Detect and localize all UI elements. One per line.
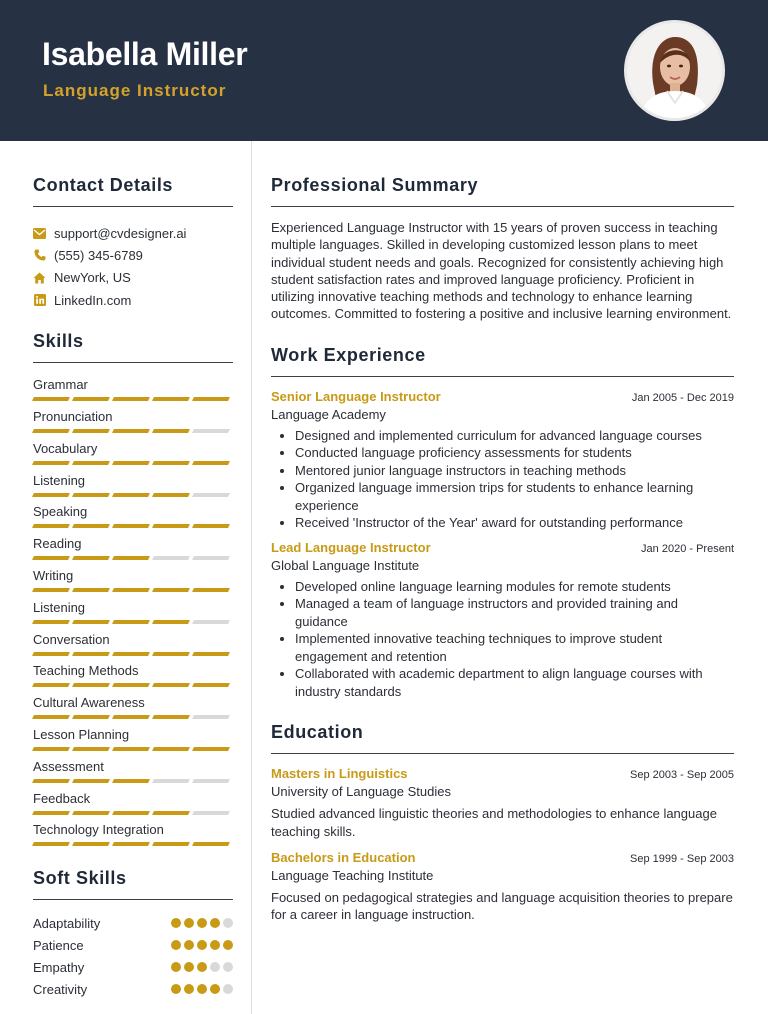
contact-phone[interactable]	[33, 244, 233, 266]
soft-skills-list	[33, 912, 233, 1000]
job-title: Lead Language Instructor	[271, 539, 431, 555]
skill-level-segment	[32, 588, 70, 592]
skill-name: Feedback	[33, 790, 91, 806]
skill-level-segment	[112, 588, 150, 592]
rating-dot	[197, 918, 207, 928]
skill-level-segment	[192, 397, 230, 401]
skill-level-segment	[152, 397, 190, 401]
skill-level-segment	[32, 683, 70, 687]
job-date: Jan 2020 - Present	[641, 542, 734, 555]
skill-level-segment	[72, 556, 110, 560]
experience-title: Work Experience	[271, 344, 426, 365]
profile-photo	[624, 20, 725, 121]
soft-skill-rating	[171, 918, 233, 928]
skill-level-bars	[33, 779, 233, 783]
skill-level-segment	[152, 842, 190, 846]
skill-name: Reading	[33, 536, 82, 552]
job-bullets	[271, 427, 734, 532]
job-entry	[271, 540, 734, 701]
job-bullet: • Implemented innovative teaching techniques to improve student engagement and retention	[295, 630, 734, 665]
skill-level-segment	[152, 588, 190, 592]
skill-level-segment	[32, 524, 70, 528]
skill-level-segment	[32, 811, 70, 815]
job-org: Language Academy	[271, 406, 386, 422]
soft-skill-name: Patience	[33, 937, 84, 953]
skills-title: Skills	[33, 331, 84, 352]
soft-skill-item	[33, 912, 233, 934]
skill-name: Grammar	[33, 377, 88, 393]
skill-level-segment	[152, 524, 190, 528]
skill-level-segment	[192, 715, 230, 719]
rating-dot	[197, 940, 207, 950]
skill-level-segment	[32, 397, 70, 401]
job-bullets	[271, 578, 734, 701]
skill-item	[33, 695, 233, 727]
skill-level-segment	[112, 715, 150, 719]
job-bullet: • Collaborated with academic department to align language courses with industry standards	[295, 665, 734, 700]
education-section	[271, 722, 734, 923]
skill-level-bars	[33, 524, 233, 528]
rating-dot	[210, 940, 220, 950]
soft-skill-name: Adaptability	[33, 915, 101, 931]
skill-level-segment	[112, 493, 150, 497]
soft-skill-item	[33, 934, 233, 956]
skill-level-segment	[112, 652, 150, 656]
rating-dot	[223, 984, 233, 994]
skill-level-segment	[112, 524, 150, 528]
skill-level-segment	[32, 747, 70, 751]
skill-name: Assessment	[33, 758, 104, 774]
job-bullet: • Conducted language proficiency assessments for students	[295, 444, 734, 462]
job-bullet: • Organized language immersion trips for students to enhance learning experience	[295, 479, 734, 514]
education-date: Sep 2003 - Sep 2005	[630, 769, 734, 782]
rating-dot	[223, 962, 233, 972]
skill-level-bars	[33, 461, 233, 465]
skill-level-segment	[152, 461, 190, 465]
skill-level-segment	[112, 620, 150, 624]
skill-item	[33, 759, 233, 791]
skill-level-segment	[72, 429, 110, 433]
rating-dot	[210, 984, 220, 994]
home-icon	[33, 271, 46, 284]
summary-text: Experienced Language Instructor with 15 years of proven success in teaching multiple languages. Skilled in developing customized lesson plans to meet individual student needs and goals. Recognized for consistently achieving high student satisfaction rates and improved language proficiency. Proficient in utilizing innovative teaching methods and technology to enhance learning outcomes. Committed to fostering a positive and inclusive learning environment.	[271, 220, 732, 322]
skills-section	[33, 331, 233, 854]
job-bullet: • Received 'Instructor of the Year' award for outstanding performance	[295, 514, 734, 532]
degree-title: Bachelors in Education	[271, 849, 416, 865]
section-rule	[33, 206, 233, 207]
skill-item	[33, 822, 233, 854]
soft-skill-item	[33, 978, 233, 1000]
skill-level-segment	[152, 556, 190, 560]
skill-level-segment	[112, 779, 150, 783]
skill-level-bars	[33, 429, 233, 433]
skill-level-bars	[33, 747, 233, 751]
education-date: Sep 1999 - Sep 2003	[630, 852, 734, 865]
skill-name: Technology Integration	[33, 822, 164, 838]
skill-item	[33, 600, 233, 632]
column-divider	[251, 141, 252, 1014]
resume-header	[0, 0, 768, 141]
skill-item	[33, 504, 233, 536]
contact-email[interactable]	[33, 222, 233, 244]
envelope-icon	[33, 227, 46, 240]
skill-level-segment	[72, 652, 110, 656]
skill-level-segment	[72, 493, 110, 497]
job-bullet: • Mentored junior language instructors in teaching methods	[295, 462, 734, 480]
person-photo-icon	[627, 23, 722, 118]
skill-level-segment	[192, 429, 230, 433]
contact-linkedin[interactable]	[33, 289, 233, 311]
rating-dot	[184, 984, 194, 994]
contact-location	[33, 267, 233, 289]
skill-name: Speaking	[33, 504, 88, 520]
education-desc: Focused on pedagogical strategies and language acquisition theories to prepare for a career in language instruction.	[271, 889, 733, 923]
contact-linkedin-text: LinkedIn.com	[54, 292, 132, 308]
soft-skill-rating	[171, 984, 233, 994]
section-rule	[33, 899, 233, 900]
rating-dot	[171, 940, 181, 950]
soft-skills-section	[33, 868, 233, 1000]
school-name: Language Teaching Institute	[271, 867, 434, 883]
skill-level-segment	[112, 556, 150, 560]
job-bullet: • Developed online language learning modules for remote students	[295, 578, 734, 596]
summary-title: Professional Summary	[271, 175, 479, 195]
skill-level-segment	[72, 588, 110, 592]
skill-name: Writing	[33, 567, 74, 583]
skill-level-bars	[33, 715, 233, 719]
skill-level-segment	[192, 779, 230, 783]
education-entry	[271, 850, 734, 924]
skill-level-segment	[192, 493, 230, 497]
skill-item	[33, 441, 233, 473]
phone-icon	[33, 249, 46, 262]
skill-level-segment	[112, 429, 150, 433]
section-rule	[271, 376, 734, 377]
job-bullet: • Designed and implemented curriculum for advanced language courses	[295, 427, 734, 445]
education-entry	[271, 766, 734, 840]
skill-level-bars	[33, 493, 233, 497]
summary-section	[271, 175, 734, 323]
rating-dot	[223, 918, 233, 928]
soft-skills-title: Soft Skills	[33, 868, 127, 889]
skill-level-segment	[152, 493, 190, 497]
skill-level-segment	[152, 715, 190, 719]
skill-item	[33, 663, 233, 695]
contact-section	[33, 175, 233, 311]
job-org: Global Language Institute	[271, 557, 420, 573]
job-date: Jan 2005 - Dec 2019	[631, 391, 734, 404]
skill-name: Teaching Methods	[33, 663, 139, 679]
skill-name: Listening	[33, 599, 86, 615]
rating-dot	[197, 962, 207, 972]
rating-dot	[184, 918, 194, 928]
skill-name: Lesson Planning	[33, 726, 130, 742]
contact-location-text: NewYork, US	[54, 270, 131, 286]
skill-level-bars	[33, 556, 233, 560]
skill-level-bars	[33, 588, 233, 592]
linkedin-icon	[33, 294, 46, 307]
skill-level-segment	[32, 842, 70, 846]
skill-level-segment	[72, 620, 110, 624]
skill-level-segment	[32, 493, 70, 497]
candidate-name: Isabella Miller	[42, 36, 248, 72]
rating-dot	[171, 984, 181, 994]
soft-skill-rating	[171, 940, 233, 950]
skill-level-segment	[32, 715, 70, 719]
soft-skill-name: Creativity	[33, 981, 88, 997]
skill-level-segment	[72, 397, 110, 401]
skill-name: Vocabulary	[33, 440, 98, 456]
job-bullet: • Managed a team of language instructors and provided training and guidance	[295, 595, 734, 630]
skill-level-segment	[152, 683, 190, 687]
skill-name: Pronunciation	[33, 408, 113, 424]
skill-level-segment	[152, 652, 190, 656]
soft-skill-rating	[171, 962, 233, 972]
skill-level-segment	[152, 429, 190, 433]
skill-level-segment	[192, 556, 230, 560]
rating-dot	[184, 962, 194, 972]
skill-level-segment	[72, 524, 110, 528]
skill-item	[33, 536, 233, 568]
skill-level-bars	[33, 683, 233, 687]
rating-dot	[171, 962, 181, 972]
contact-title: Contact Details	[33, 175, 174, 195]
skill-level-segment	[72, 683, 110, 687]
rating-dot	[210, 918, 220, 928]
skill-level-segment	[72, 842, 110, 846]
skill-level-segment	[112, 747, 150, 751]
degree-title: Masters in Linguistics	[271, 766, 408, 782]
skill-level-segment	[152, 779, 190, 783]
skill-level-segment	[112, 461, 150, 465]
skill-level-bars	[33, 811, 233, 815]
contact-list	[33, 222, 233, 311]
job-title: Senior Language Instructor	[271, 388, 441, 404]
rating-dot	[184, 940, 194, 950]
skill-level-segment	[152, 747, 190, 751]
skill-level-segment	[192, 842, 230, 846]
skill-level-segment	[32, 620, 70, 624]
skill-level-segment	[192, 652, 230, 656]
section-rule	[33, 362, 233, 363]
rating-dot	[171, 918, 181, 928]
skill-name: Cultural Awareness	[33, 695, 145, 711]
skill-level-segment	[192, 524, 230, 528]
skill-level-segment	[72, 461, 110, 465]
skill-level-segment	[152, 620, 190, 624]
skill-level-segment	[32, 779, 70, 783]
skill-level-segment	[112, 842, 150, 846]
right-column	[271, 141, 734, 923]
skill-item	[33, 791, 233, 823]
skill-level-segment	[112, 397, 150, 401]
skill-level-segment	[32, 652, 70, 656]
skill-level-segment	[192, 811, 230, 815]
contact-email-text: support@cvdesigner.ai	[54, 225, 187, 241]
rating-dot	[223, 940, 233, 950]
education-desc: Studied advanced linguistic theories and methodologies to enhance language teaching skills.	[271, 806, 717, 839]
skill-item	[33, 632, 233, 664]
candidate-role: Language Instructor	[43, 81, 227, 100]
skill-name: Listening	[33, 472, 86, 488]
skill-level-segment	[72, 715, 110, 719]
skill-item	[33, 568, 233, 600]
experience-section	[271, 345, 734, 701]
school-name: University of Language Studies	[271, 784, 451, 800]
job-entry	[271, 389, 734, 532]
skill-level-bars	[33, 397, 233, 401]
left-column	[33, 141, 233, 1000]
skill-level-segment	[192, 747, 230, 751]
contact-phone-text: (555) 345-6789	[54, 247, 143, 263]
soft-skill-item	[33, 956, 233, 978]
skill-name: Conversation	[33, 631, 110, 647]
skill-level-segment	[112, 683, 150, 687]
skill-item	[33, 473, 233, 505]
skill-level-segment	[192, 683, 230, 687]
skill-level-segment	[72, 779, 110, 783]
rating-dot	[197, 984, 207, 994]
skill-level-segment	[112, 811, 150, 815]
education-title: Education	[271, 722, 364, 743]
skill-item	[33, 377, 233, 409]
section-rule	[271, 753, 734, 754]
skills-list	[33, 377, 233, 854]
skill-level-segment	[192, 588, 230, 592]
skill-item	[33, 727, 233, 759]
skill-level-segment	[192, 620, 230, 624]
skill-level-segment	[32, 429, 70, 433]
skill-level-bars	[33, 652, 233, 656]
skill-item	[33, 409, 233, 441]
skill-level-segment	[152, 811, 190, 815]
skill-level-segment	[32, 556, 70, 560]
skill-level-segment	[72, 747, 110, 751]
skill-level-segment	[192, 461, 230, 465]
skill-level-segment	[72, 811, 110, 815]
soft-skill-name: Empathy	[33, 959, 85, 975]
skill-level-segment	[32, 461, 70, 465]
section-rule	[271, 206, 734, 207]
skill-level-bars	[33, 620, 233, 624]
skill-level-bars	[33, 842, 233, 846]
rating-dot	[210, 962, 220, 972]
